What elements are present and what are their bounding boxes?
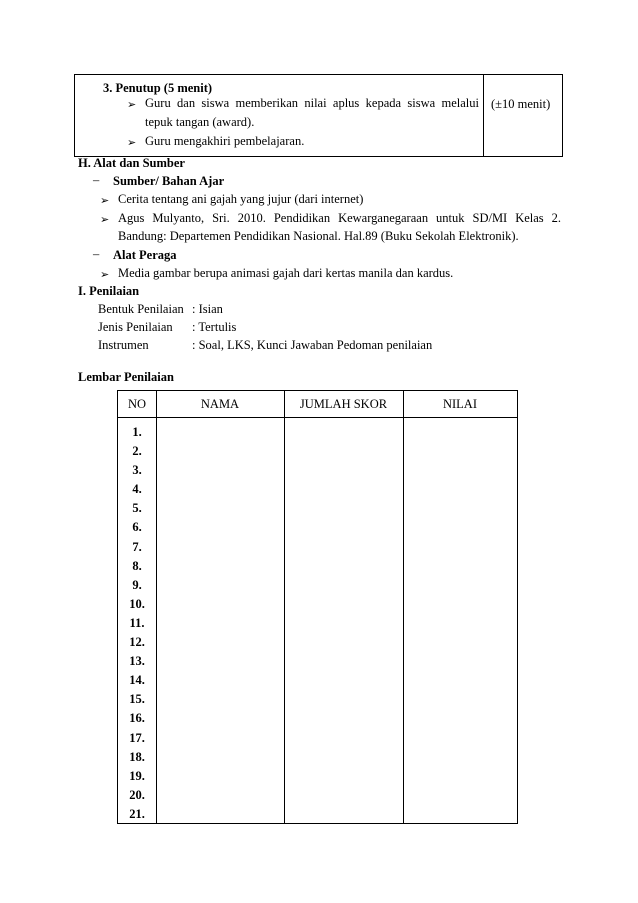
header-nilai: NILAI [442, 397, 477, 411]
header-jumlah-skor: JUMLAH SKOR [299, 397, 388, 411]
column-divider [284, 391, 285, 823]
row-number: 18. [129, 749, 145, 764]
penutup-heading: 3. Penutup (5 menit) [103, 81, 213, 95]
sumber-item-2-line2: Bandung: Departemen Pendidikan Nasional. Hal.89 (Buku Sekolah Elektronik). [118, 229, 519, 243]
score-table [117, 390, 518, 824]
row-number: 7. [132, 539, 142, 554]
row-number: 17. [129, 730, 145, 745]
row-number: 2. [132, 444, 142, 459]
row-number: 19. [129, 768, 145, 783]
row-number: 4. [132, 482, 142, 497]
penilaian-key: Bentuk Penilaian [98, 302, 184, 316]
penutup-item1-line2: tepuk tangan (award). [145, 115, 255, 129]
penutup-item2: Guru mengakhiri pembelajaran. [145, 134, 305, 148]
penilaian-value: : Isian [192, 302, 223, 316]
column-divider [403, 391, 404, 823]
arrow-bullet-icon: ➢ [100, 195, 110, 207]
penutup-time: (±10 menit) [491, 97, 551, 111]
row-numbers [118, 423, 156, 824]
row-number: 14. [129, 673, 145, 688]
header-nama: NAMA [200, 397, 240, 411]
penutup-item1-line1: Guru dan siswa memberikan nilai aplus kepada siswa melalui [145, 96, 479, 110]
row-number: 5. [132, 501, 142, 516]
row-number: 15. [129, 692, 145, 707]
header-divider [118, 417, 517, 418]
dash-bullet-icon: – [93, 247, 100, 261]
penilaian-value: : Tertulis [192, 320, 237, 334]
row-number: 16. [129, 711, 145, 726]
row-number: 20. [129, 787, 145, 802]
penilaian-key: Instrumen [98, 338, 149, 352]
row-number: 9. [132, 577, 142, 592]
alat-peraga-item: Media gambar berupa animasi gajah dari kertas manila dan kardus. [118, 266, 454, 280]
penilaian-value: : Soal, LKS, Kunci Jawaban Pedoman penilaian [192, 338, 433, 352]
arrow-bullet-icon: ➢ [100, 269, 110, 281]
row-number: 10. [129, 596, 145, 611]
lembar-title: Lembar Penilaian [78, 370, 174, 384]
column-divider [156, 391, 157, 823]
sumber-item-1: Cerita tentang ani gajah yang jujur (dari internet) [118, 192, 364, 206]
sumber-heading: Sumber/ Bahan Ajar [113, 174, 225, 188]
dash-bullet-icon: – [93, 173, 100, 187]
arrow-bullet-icon: ➢ [127, 99, 137, 111]
row-number: 21. [129, 806, 145, 821]
section-i-heading: I. Penilaian [78, 284, 140, 298]
alat-peraga-heading: Alat Peraga [113, 248, 177, 262]
row-number: 13. [129, 654, 145, 669]
row-number: 11. [129, 615, 145, 630]
section-h-heading: H. Alat dan Sumber [78, 156, 185, 170]
table-divider [483, 75, 484, 156]
penilaian-key: Jenis Penilaian [98, 320, 173, 334]
arrow-bullet-icon: ➢ [100, 214, 110, 226]
row-number: 6. [132, 520, 142, 535]
row-number: 3. [132, 463, 142, 478]
row-number: 8. [132, 558, 142, 573]
row-number: 12. [129, 635, 145, 650]
header-no: NO [127, 397, 147, 411]
arrow-bullet-icon: ➢ [127, 137, 137, 149]
row-number: 1. [132, 425, 142, 439]
sumber-item-2-line1: Agus Mulyanto, Sri. 2010. Pendidikan Kewarganegaraan untuk SD/MI Kelas 2. [118, 211, 561, 225]
